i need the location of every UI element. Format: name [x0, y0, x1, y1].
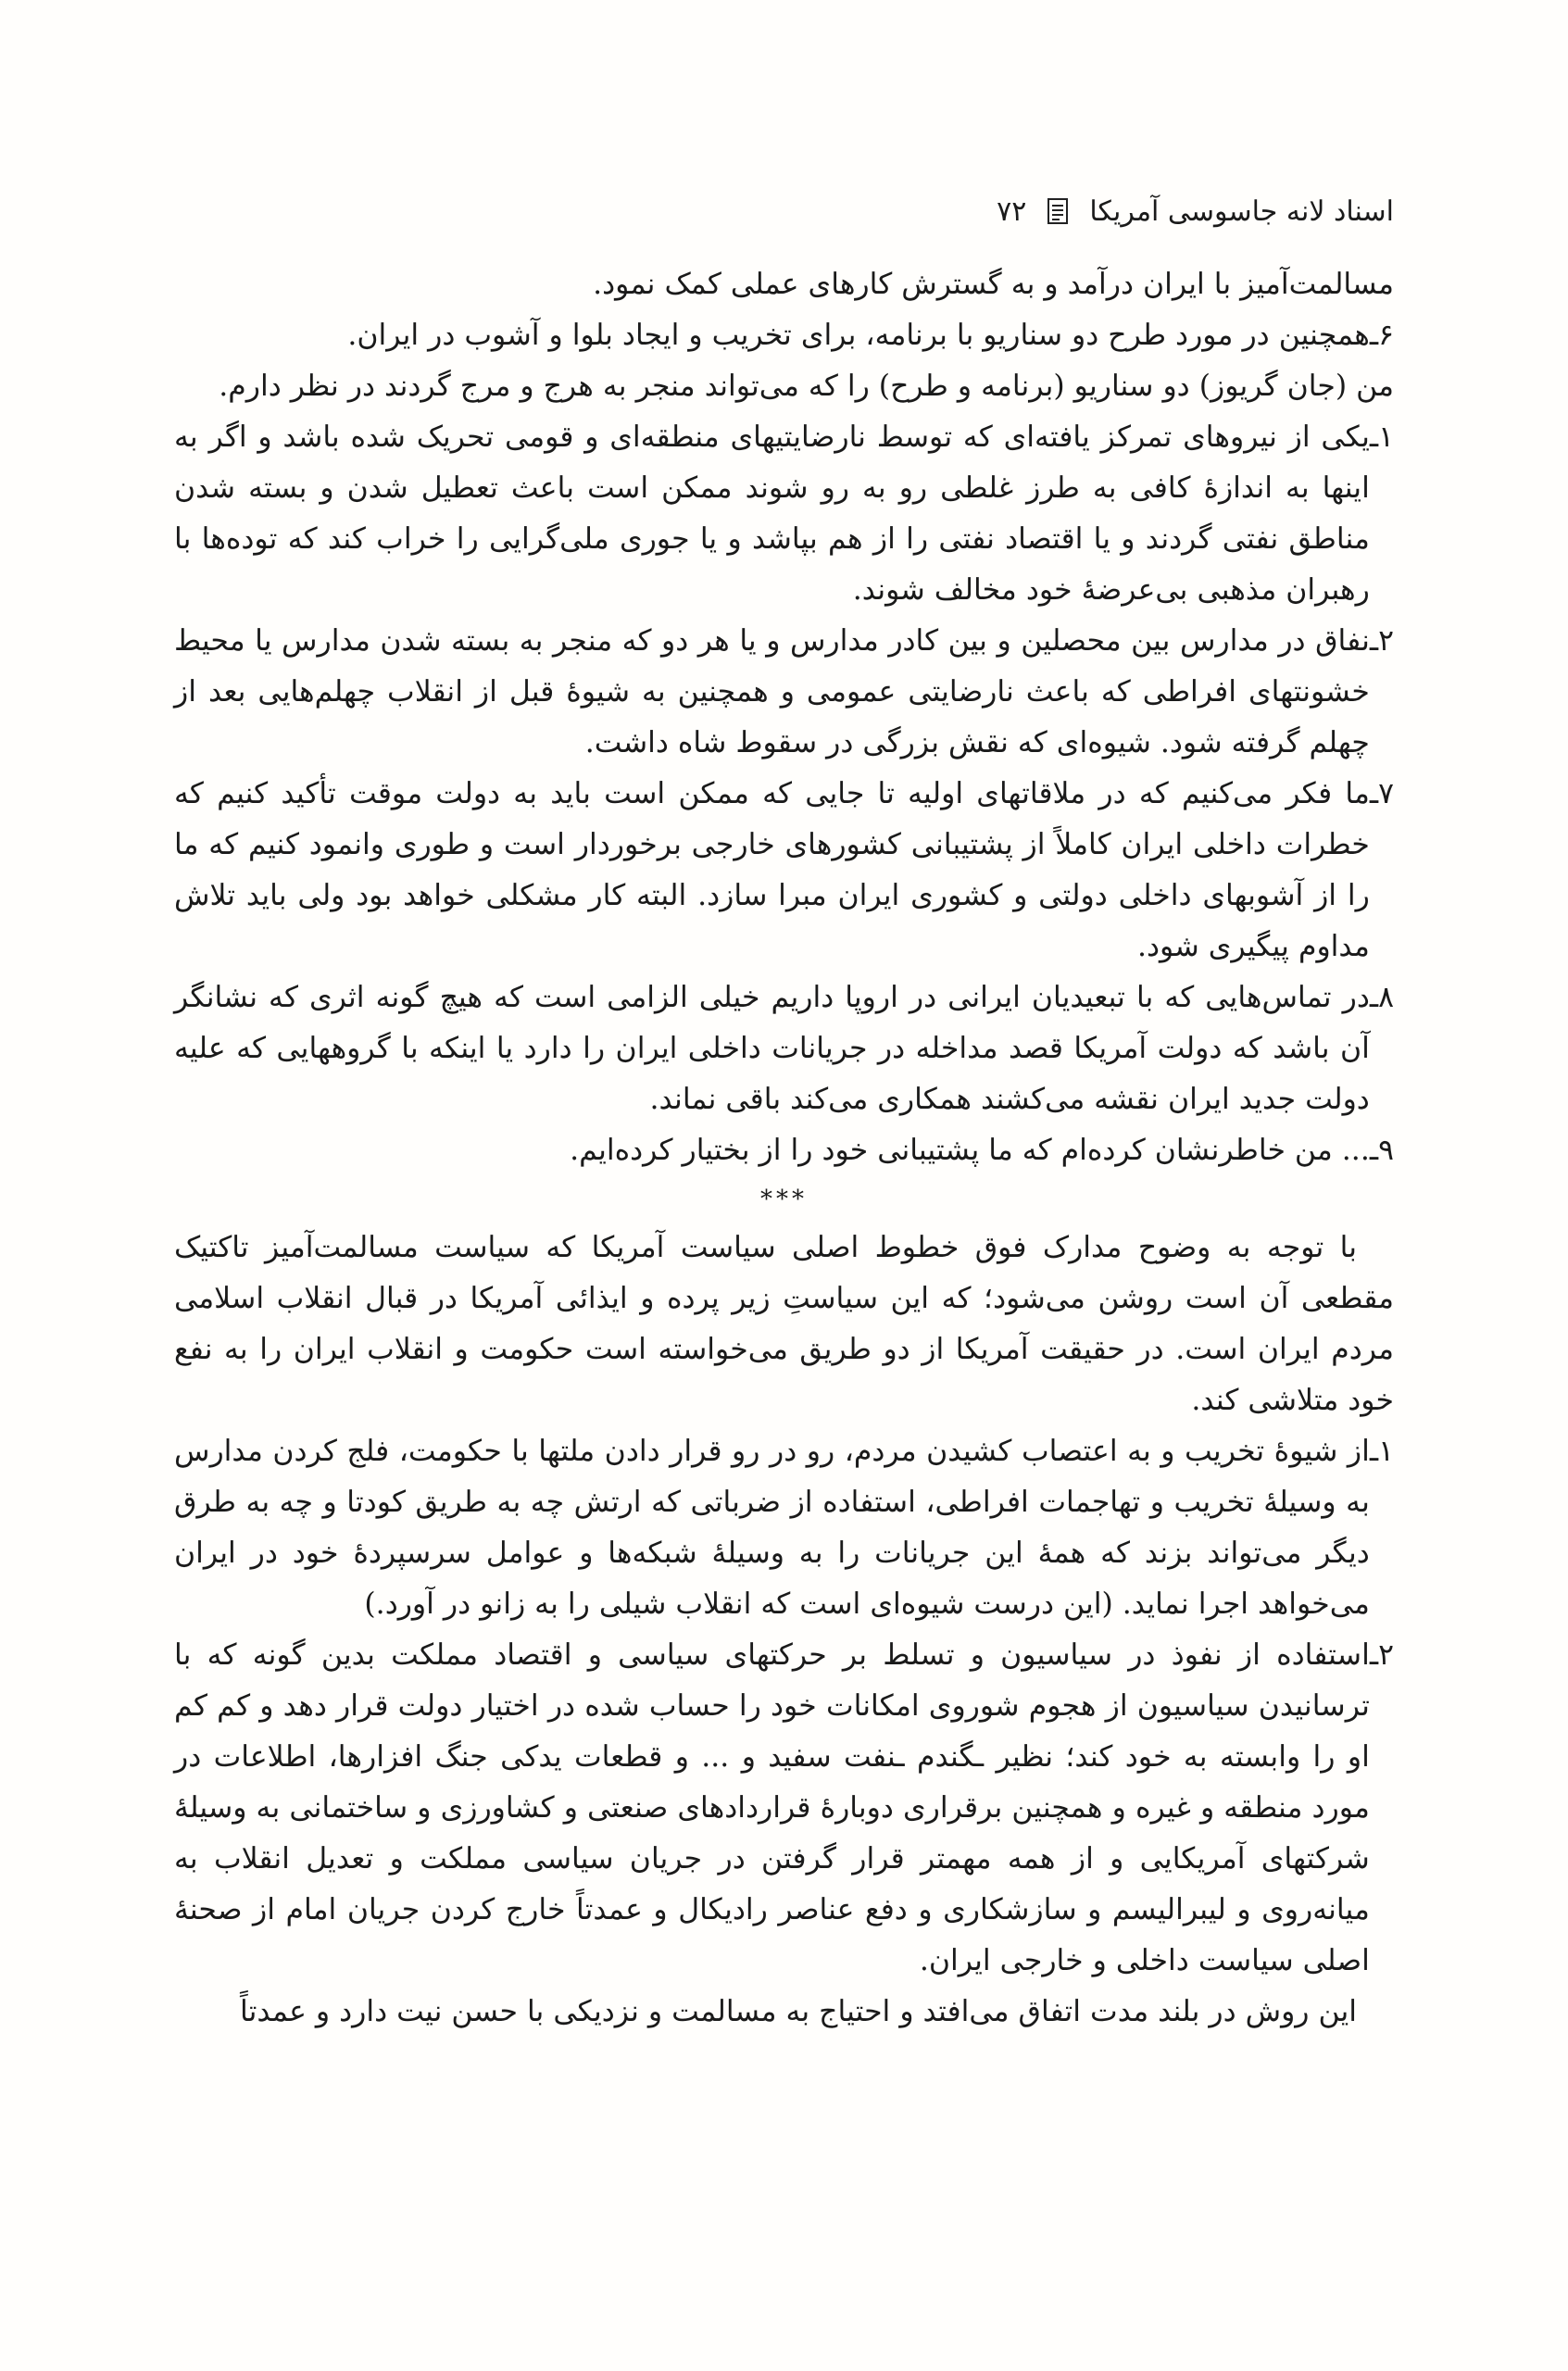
item-number: ۱ـ: [1369, 420, 1394, 454]
item-number: ۲ـ: [1369, 624, 1394, 658]
list-item-6: [174, 310, 1394, 361]
method-1: [174, 1426, 1394, 1630]
item-text: نفاق در مدارس بین محصلین و بین کادر مدارس و یا هر دو که منجر به بسته شدن مدارس یا محیط خشونتهای افراطی که باعث نارضایتی عمومی و همچنین به شیوهٔ قبل از انقلاب چهلم‌هایی بعد از چهلم گرفته شود. شیوه‌ای که نقش بزرگی در سقوط شاه داشت.: [174, 624, 1370, 759]
list-item-7: [174, 769, 1394, 972]
opening-line: مسالمت‌آمیز با ایران درآمد و به گسترش کارهای عملی کمک نمود.: [593, 268, 1394, 301]
item-text: در تماس‌هایی که با تبعیدیان ایرانی در اروپا داریم خیلی الزامی است که هیچ گونه اثری که نشانگر آن باشد که دولت آمریکا قصد مداخله در جریانات داخلی ایران را دارد یا اینکه با گروههایی که علیه دولت جدید ایران نقشه می‌کشند همکاری می‌کند باقی نماند.: [174, 981, 1370, 1116]
item-text: ... من خاطرنشان کرده‌ام که ما پشتیبانی خود را از بختیار کرده‌ایم.: [570, 1134, 1370, 1167]
item-number: ۹ـ: [1369, 1134, 1394, 1167]
document-icon: [1047, 197, 1069, 225]
analysis-paragraph: با توجه به وضوح مدارک فوق خطوط اصلی سیاست آمریکا که سیاست مسالمت‌آمیز تاکتیک مقطعی آن است روشن می‌شود؛ که این سیاستِ زیر پرده و ایذائی آمریکا در قبال انقلاب اسلامی مردم ایران است. در حقیقت آمریکا از دو طریق می‌خواسته است حکومت و انقلاب ایران را به نفع خود متلاشی کند.: [174, 1231, 1394, 1417]
item-text: یکی از نیروهای تمرکز یافته‌ای که توسط نارضایتیهای منطقه‌ای و قومی تحریک شده باشد و اگر به اینها به اندازهٔ کافی به طرز غلطی رو به رو شوند ممکن است باعث تعطیل شدن و بسته شدن مناطق نفتی گردند و یا اقتصاد نفتی را از هم بپاشد و یا جوری ملی‌گرایی را خراب کند که توده‌ها با رهبران مذهبی بی‌عرضهٔ خود مخالف شوند.: [174, 420, 1370, 607]
item-text: همچنین در مورد طرح دو سناریو با برنامه، برای تخریب و ایجاد بلوا و آشوب در ایران.: [347, 319, 1370, 352]
list-item-9: [174, 1125, 1394, 1176]
page-number: ۷۲: [997, 194, 1027, 228]
item-text: استفاده از نفوذ در سیاسیون و تسلط بر حرکتهای سیاسی و اقتصاد مملکت بدین گونه که با ترسانیدن سیاسیون از هجوم شوروی امکانات خود را حساب شده در اختیار دولت قرار دهد و کم کم او را وابسته به خود کند؛ نظیر ـگندم ـنفت سفید و ... و قطعات یدکی جنگ افزارها، اطلاعات در مورد منطقه و غیره و همچنین برقراری دوبارهٔ قراردادهای صنعتی و کشاورزی و ساختمانی به وسیلهٔ شرکتهای آمریکایی و از همه مهمتر قرار گرفتن در جریان سیاسی مملکت و تعدیل انقلاب به میانه‌روی و لیبرالیسم و سازشکاری و دفع عناصر رادیکال و عمدتاً خارج کردن جریان امام از صحنهٔ اصلی سیاست داخلی و خارجی ایران.: [174, 1638, 1370, 1977]
scenario-intro: من (جان گریوز) دو سناریو (برنامه و طرح) را که می‌تواند منجر به هرج و مرج گردند در نظر دارم.: [219, 370, 1394, 403]
item-number: ۸ـ: [1369, 981, 1394, 1014]
body-text: [174, 259, 1394, 2038]
list-item-8: [174, 972, 1394, 1125]
book-title: اسناد لانه جاسوسی آمریکا: [1089, 194, 1394, 228]
item-number: ۶ـ: [1369, 319, 1394, 352]
scenario-1: [174, 412, 1394, 616]
method-2: [174, 1630, 1394, 1987]
item-number: ۲ـ: [1369, 1638, 1394, 1672]
scenario-2: [174, 616, 1394, 769]
item-number: ۱ـ: [1369, 1435, 1394, 1468]
closing-line: این روش در بلند مدت اتفاق می‌افتد و احتیاج به مسالمت و نزدیکی با حسن نیت دارد و عمدتاً: [239, 1995, 1357, 2028]
item-number: ۷ـ: [1369, 777, 1394, 810]
section-separator: ***: [760, 1186, 808, 1213]
running-header: [174, 183, 1394, 239]
item-text: ما فکر می‌کنیم که در ملاقاتهای اولیه تا جایی که ممکن است باید به دولت موقت تأکید کنیم که خطرات داخلی ایران کاملاً از پشتیبانی کشورهای خارجی برخوردار است و طوری وانمود کنیم که ما را از آشوبهای داخلی دولتی و کشوری ایران مبرا سازد. البته کار مشکلی خواهد بود ولی باید تلاش مداوم پیگیری شود.: [174, 777, 1370, 963]
item-text: از شیوهٔ تخریب و به اعتصاب کشیدن مردم، رو در رو قرار دادن ملتها با حکومت، فلج کردن مدارس به وسیلهٔ تخریب و تهاجمات افراطی، استفاده از ضرباتی که ارتش چه به طریق کودتا و چه به طرق دیگر می‌تواند بزند که همهٔ این جریانات را به وسیلهٔ شبکه‌ها و عوامل سرسپردهٔ خود در ایران می‌خواهد اجرا نماید. (این درست شیوه‌ای است که انقلاب شیلی را به زانو در آورد.): [174, 1435, 1370, 1621]
